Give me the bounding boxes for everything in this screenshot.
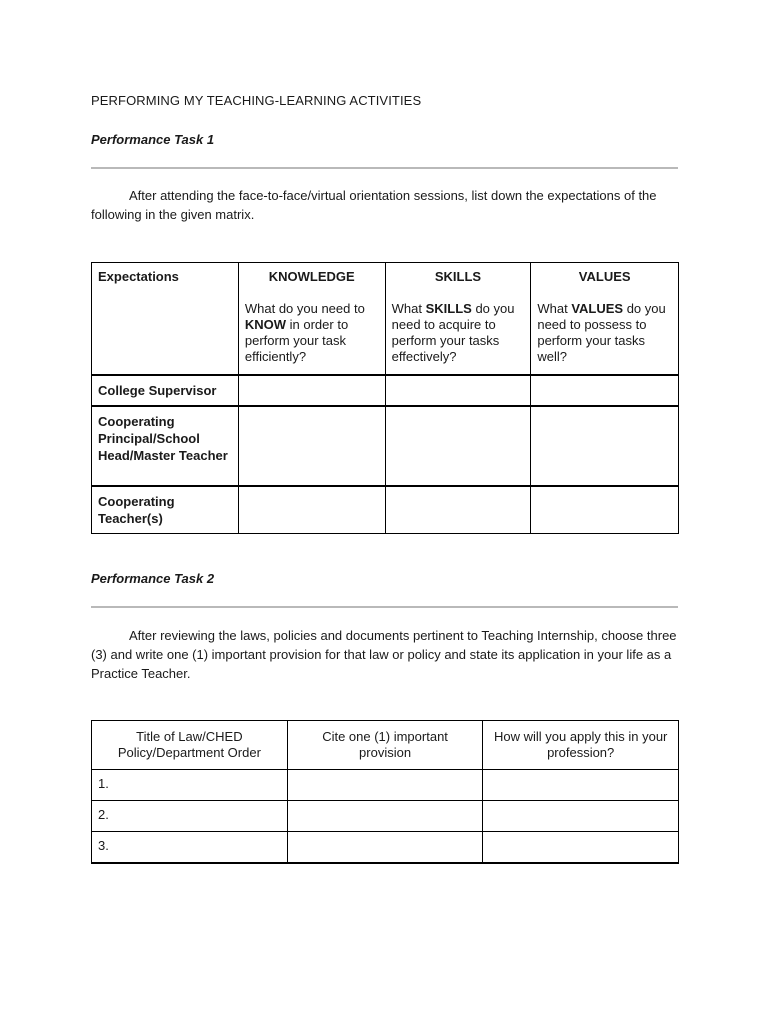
application-input-cell[interactable] <box>483 770 679 801</box>
task1-instructions: After attending the face-to-face/virtual orientation sessions, list down the expectations of the following in the given matrix. <box>91 188 657 222</box>
row-number-2[interactable]: 2. <box>92 801 288 832</box>
knowledge-question <box>245 301 379 365</box>
page-heading: PERFORMING MY TEACHING-LEARNING ACTIVITIES <box>91 93 422 108</box>
provision-input-cell[interactable] <box>287 770 483 801</box>
row-label-cooperating-principal: Cooperating Principal/School Head/Master Teacher <box>92 406 239 486</box>
law-title-header: Title of Law/CHED Policy/Department Order <box>92 721 288 770</box>
table-row <box>92 770 679 801</box>
table-row <box>92 375 679 406</box>
provision-header: Cite one (1) important provision <box>287 721 483 770</box>
provision-input-cell[interactable] <box>287 832 483 864</box>
knowledge-input-cell[interactable] <box>238 406 385 486</box>
values-question-post: do you need to possess to perform your tasks well? <box>537 301 666 364</box>
values-header-cell <box>531 263 679 375</box>
values-question <box>537 301 672 365</box>
values-question-keyword: VALUES <box>571 301 624 316</box>
knowledge-header: KNOWLEDGE <box>268 269 355 284</box>
values-question-pre: What <box>537 301 572 316</box>
skills-question-post: do you need to acquire to perform your tasks effectively? <box>391 301 515 364</box>
skills-header: SKILLS <box>434 269 482 284</box>
application-input-cell[interactable] <box>483 801 679 832</box>
skills-question-keyword: SKILLS <box>425 301 472 316</box>
skills-input-cell[interactable] <box>385 375 531 406</box>
values-header: VALUES <box>578 269 631 284</box>
laws-header-row <box>92 721 679 770</box>
task2-divider <box>91 606 678 608</box>
skills-header-cell <box>385 263 531 375</box>
table-row <box>92 801 679 832</box>
laws-policies-table <box>91 720 679 864</box>
knowledge-input-cell[interactable] <box>238 486 385 534</box>
skills-question-pre: What <box>391 301 426 316</box>
expectations-corner-cell <box>92 263 239 375</box>
knowledge-question-pre: What do you need to <box>244 301 365 316</box>
knowledge-question-keyword: KNOW <box>244 317 287 332</box>
knowledge-question-post: in order to perform your task efficiently? <box>244 317 349 364</box>
task2-instructions: After reviewing the laws, policies and documents pertinent to Teaching Internship, choose three (3) and write one (1) important provision for that law or policy and state its application in your life as a Practice Teacher. <box>91 628 677 681</box>
expectations-header-row <box>92 263 679 375</box>
values-input-cell[interactable] <box>531 486 679 534</box>
knowledge-input-cell[interactable] <box>238 375 385 406</box>
task1-title: Performance Task 1 <box>91 132 215 147</box>
table-row <box>92 832 679 864</box>
row-label-college-supervisor: College Supervisor <box>92 375 239 406</box>
task2-title: Performance Task 2 <box>91 571 215 586</box>
table-row <box>92 486 679 534</box>
row-number-1[interactable]: 1. <box>92 770 288 801</box>
row-number-3[interactable]: 3. <box>92 832 288 864</box>
table-row <box>92 406 679 486</box>
row-label-cooperating-teachers: Cooperating Teacher(s) <box>92 486 239 534</box>
skills-question <box>392 301 525 365</box>
expectations-table <box>91 262 679 534</box>
expectations-corner-label: Expectations <box>98 269 179 284</box>
values-input-cell[interactable] <box>531 375 679 406</box>
skills-input-cell[interactable] <box>385 406 531 486</box>
application-header: How will you apply this in your profession? <box>483 721 679 770</box>
skills-input-cell[interactable] <box>385 486 531 534</box>
knowledge-header-cell <box>238 263 385 375</box>
provision-input-cell[interactable] <box>287 801 483 832</box>
values-input-cell[interactable] <box>531 406 679 486</box>
application-input-cell[interactable] <box>483 832 679 864</box>
task1-divider <box>91 167 678 169</box>
